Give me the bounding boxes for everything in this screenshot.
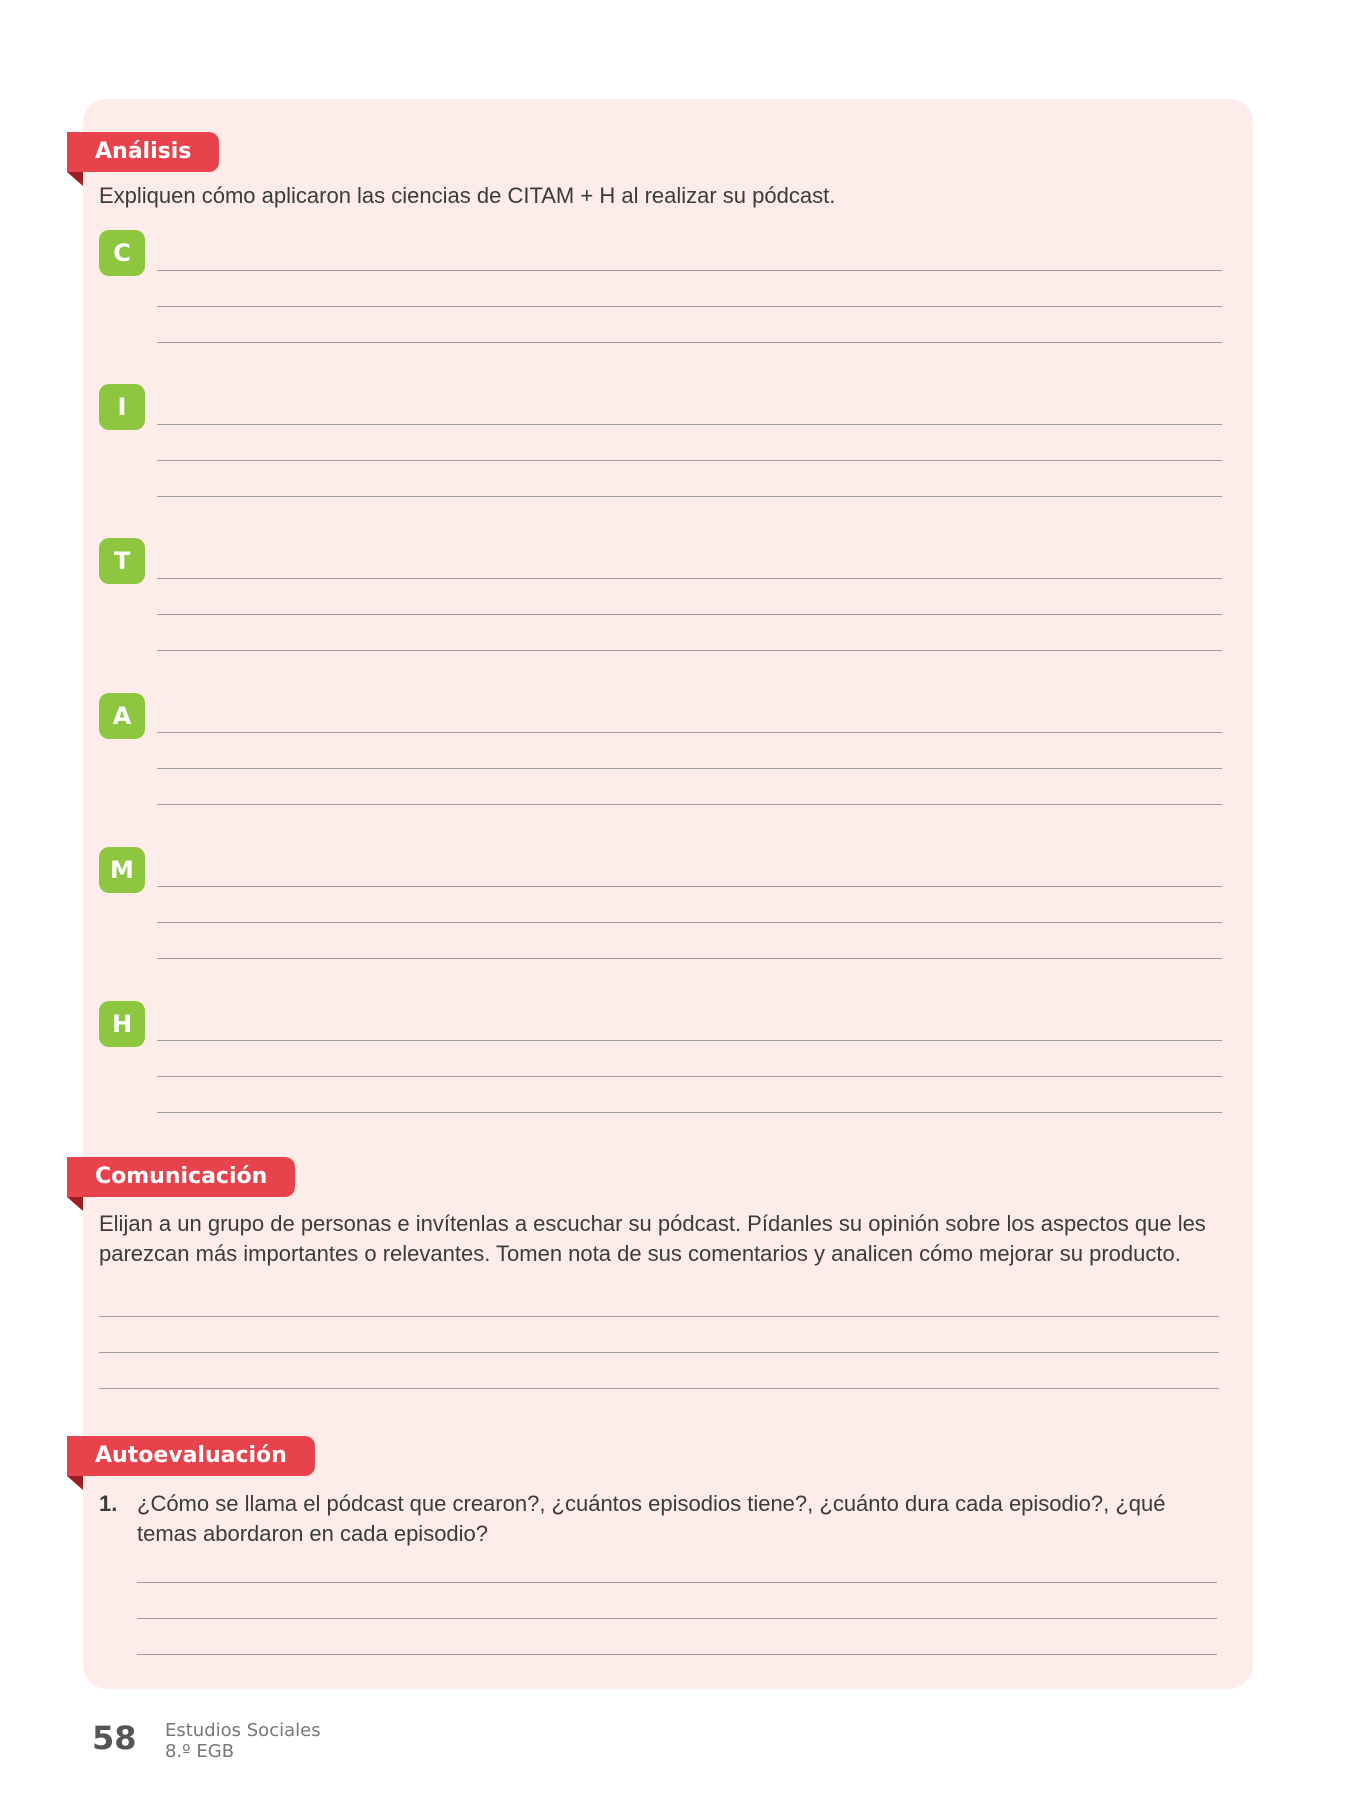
- answer-line-m-3[interactable]: [157, 958, 1222, 959]
- comunicacion-heading: Comunicación: [67, 1157, 295, 1197]
- question-answer-line-1[interactable]: [137, 1582, 1217, 1583]
- answer-line-h-3[interactable]: [157, 1112, 1222, 1113]
- footer-grade: 8.º EGB: [165, 1741, 235, 1762]
- answer-line-i-2[interactable]: [157, 460, 1222, 461]
- answer-line-m-1[interactable]: [157, 886, 1222, 887]
- answer-line-a-2[interactable]: [157, 768, 1222, 769]
- question-answer-line-3[interactable]: [137, 1654, 1217, 1655]
- question-text: ¿Cómo se llama el pódcast que crearon?, ¿cuántos episodios tiene?, ¿cuánto dura cada episodio?, ¿qué temas abordaron en cada episodio?: [137, 1491, 1166, 1546]
- page-number: 58: [92, 1719, 137, 1757]
- answer-line-i-3[interactable]: [157, 496, 1222, 497]
- comunicacion-answer-line-2[interactable]: [99, 1352, 1219, 1353]
- question-answer-line-2[interactable]: [137, 1618, 1217, 1619]
- comunicacion-instruction: Elijan a un grupo de personas e invítenlas a escuchar su pódcast. Pídanles su opinión sobre los aspectos que les parezcan más importantes o relevantes. Tomen nota de sus comentarios y analicen cómo mejorar su producto.: [99, 1211, 1206, 1266]
- answer-line-m-2[interactable]: [157, 922, 1222, 923]
- comunicacion-answer-line-1[interactable]: [99, 1316, 1219, 1317]
- answer-line-i-1[interactable]: [157, 424, 1222, 425]
- analisis-heading: Análisis: [67, 132, 219, 172]
- analisis-instruction: Expliquen cómo aplicaron las ciencias de CITAM + H al realizar su pódcast.: [99, 183, 836, 208]
- letter-badge-c: C: [99, 230, 145, 276]
- letter-badge-h: H: [99, 1001, 145, 1047]
- autoevaluacion-heading: Autoevaluación: [67, 1436, 315, 1476]
- answer-line-a-3[interactable]: [157, 804, 1222, 805]
- answer-line-t-1[interactable]: [157, 578, 1222, 579]
- question-number: 1.: [99, 1491, 118, 1516]
- answer-line-h-2[interactable]: [157, 1076, 1222, 1077]
- answer-line-t-3[interactable]: [157, 650, 1222, 651]
- answer-line-t-2[interactable]: [157, 614, 1222, 615]
- answer-line-a-1[interactable]: [157, 732, 1222, 733]
- footer-subject: Estudios Sociales: [165, 1720, 321, 1741]
- comunicacion-answer-line-3[interactable]: [99, 1388, 1219, 1389]
- answer-line-c-3[interactable]: [157, 342, 1222, 343]
- letter-badge-m: M: [99, 847, 145, 893]
- answer-line-h-1[interactable]: [157, 1040, 1222, 1041]
- answer-line-c-2[interactable]: [157, 306, 1222, 307]
- letter-badge-i: I: [99, 384, 145, 430]
- letter-badge-t: T: [99, 538, 145, 584]
- letter-badge-a: A: [99, 693, 145, 739]
- answer-line-c-1[interactable]: [157, 270, 1222, 271]
